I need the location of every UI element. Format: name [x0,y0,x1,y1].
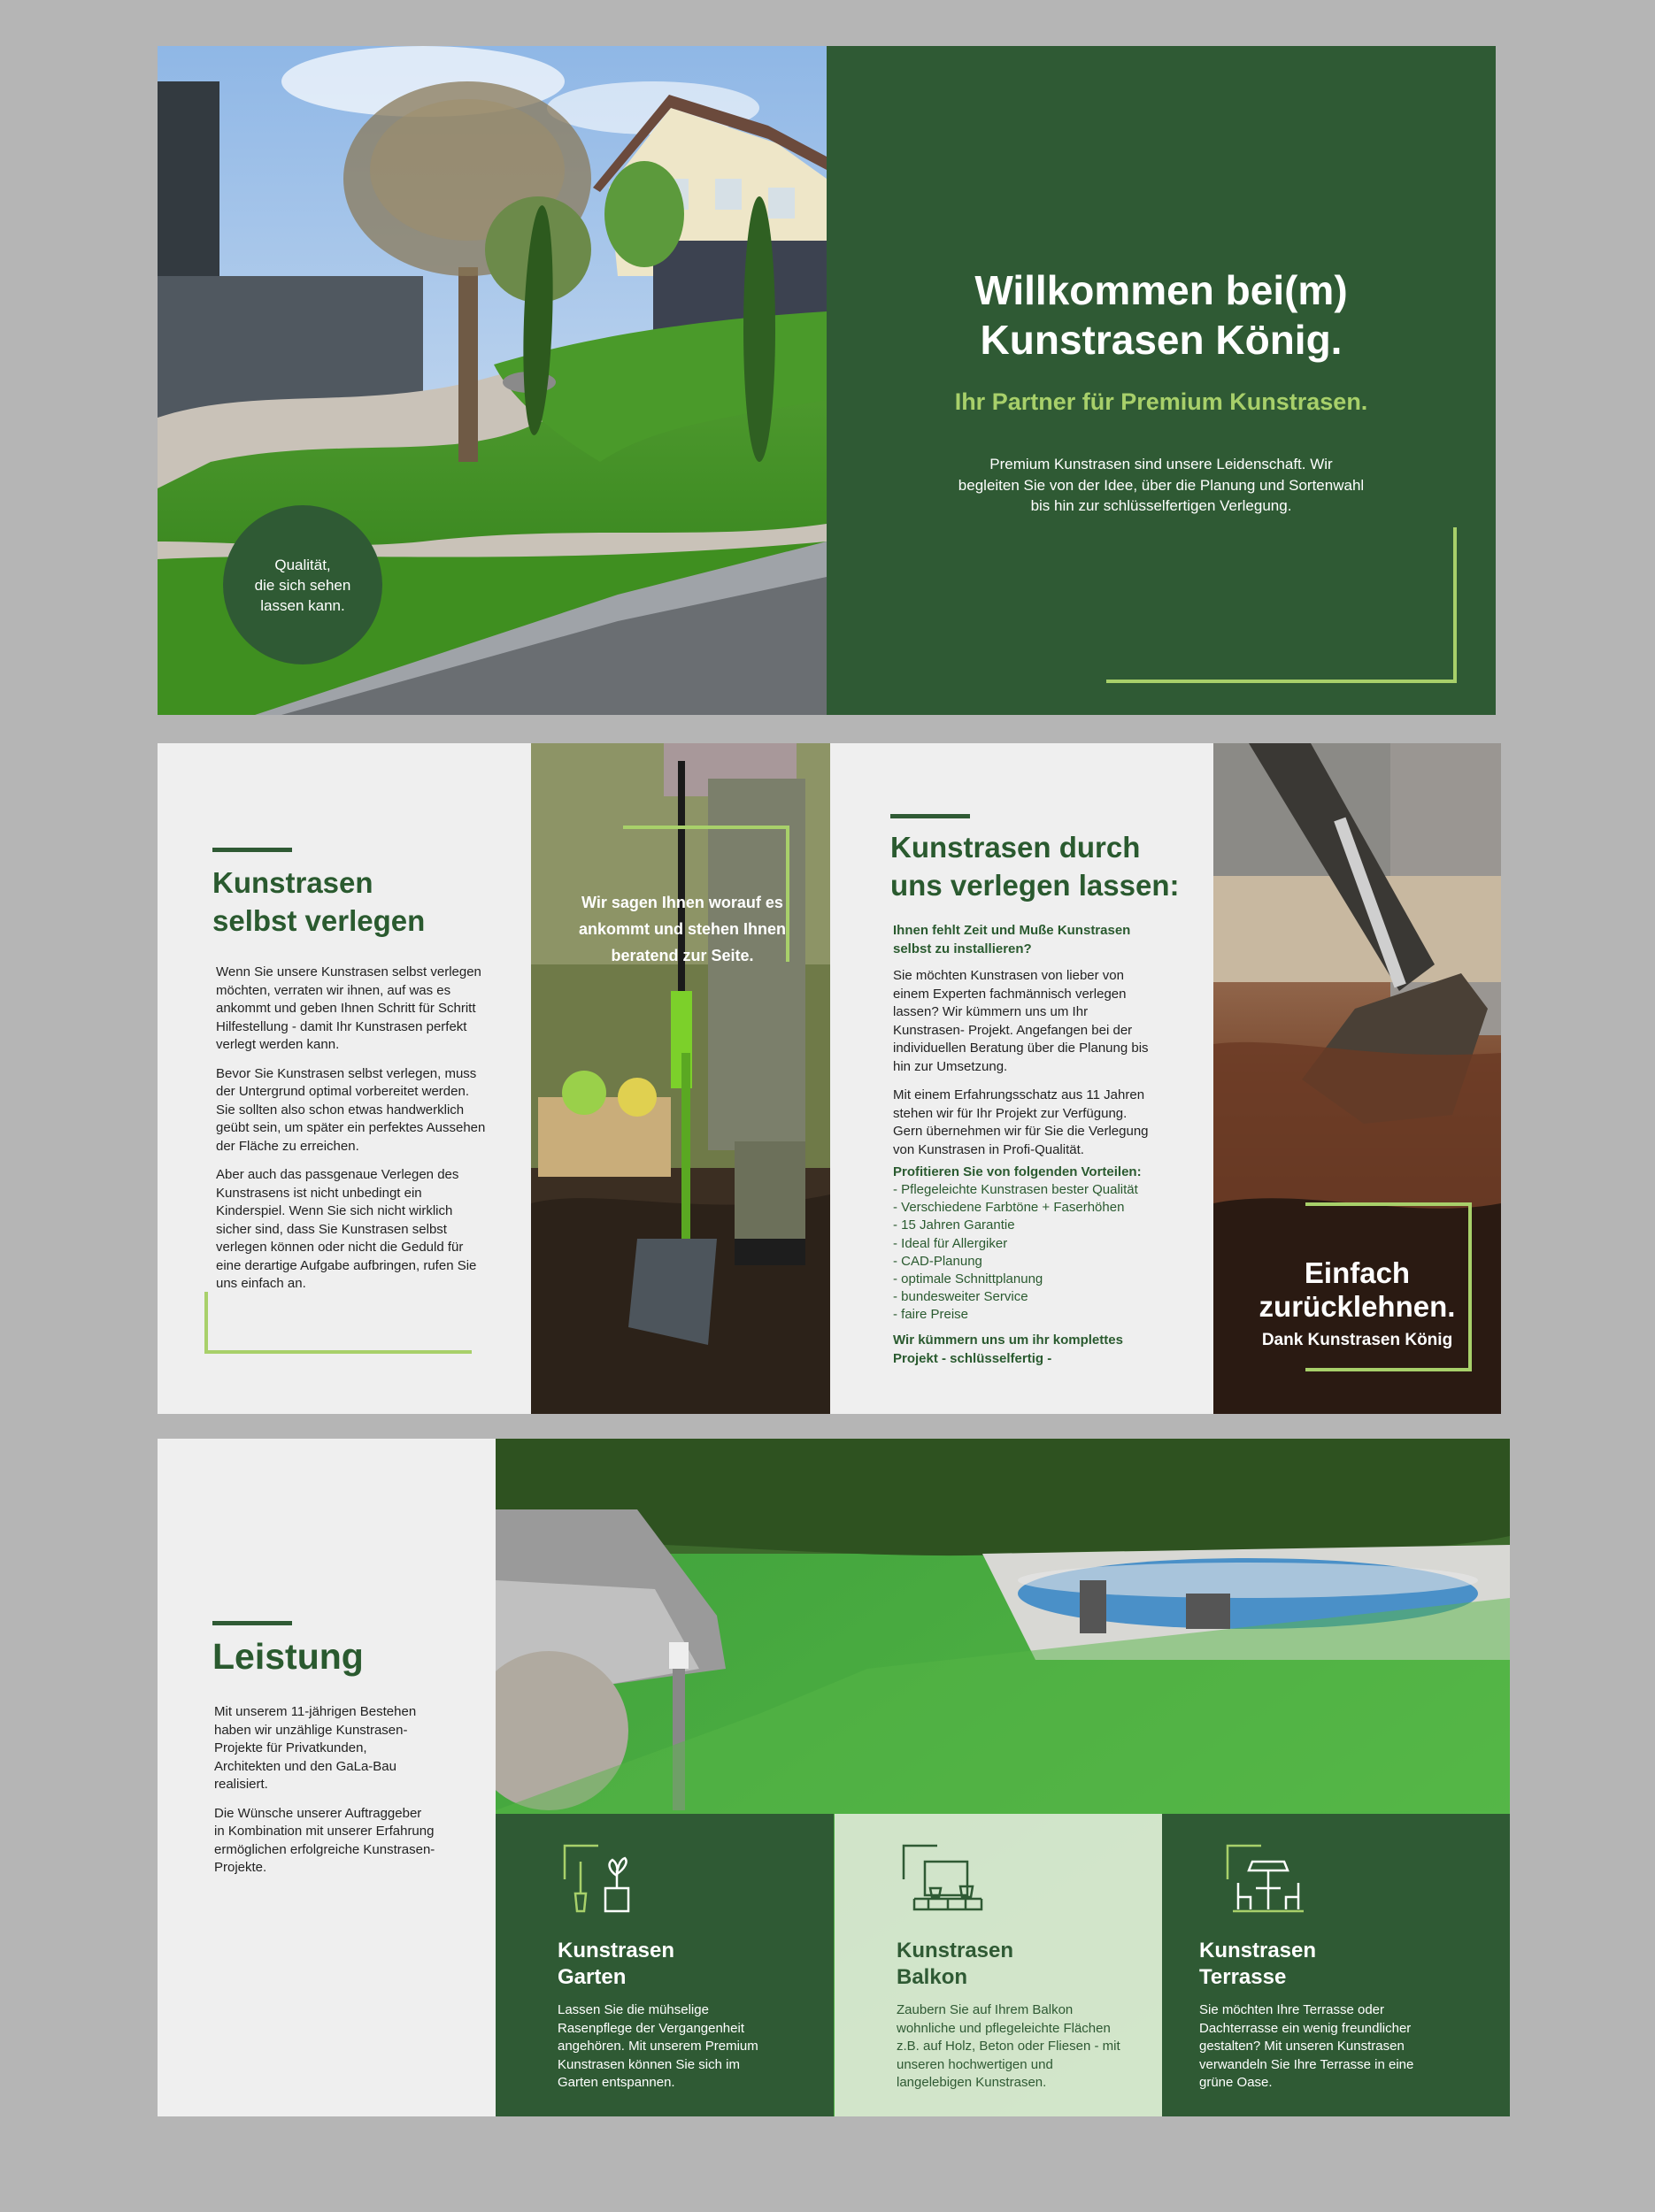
list-item: - faire Preise [893,1307,969,1323]
cover-intro: Premium Kunstrasen sind unsere Leidenschaft. Wir begleiten Sie von der Idee, über die Planung und Sortenwahl bis hin zur schlüsselfertigen Verlegung. [958,456,1365,514]
card-title: Kunstrasen Terrasse [1199,1939,1317,1989]
service-body: Sie möchten Kunstrasen von lieber von einem Experten fachmännisch verlegen lassen? Wir kümmern uns um Ihr Kunstrasen- Projekt. Angefangen bei der individuellen Beratung über die Planung bis hin zur Umsetzung. Mit einem Erfahrungsschatz aus 11 Jahren stehen wir für Ihr Projekt zur Verfügung. Gern übernehmen wir für Sie die Verlegung von Kunstrasen in Profi-Qualität. [893,968,1149,1157]
list-item: - Ideal für Allergiker [893,1235,1008,1251]
list-item: - Verschiedene Farbtöne + Faserhöhen [893,1200,1125,1216]
cover-subtitle: Ihr Partner für Premium Kunstrasen. [954,388,1368,415]
terrace-furniture-icon [1226,1844,1311,1916]
list-item: - optimale Schnittplanung [893,1271,1043,1287]
excavator-caption: Einfach zurücklehnen. Dank Kunstrasen König [1259,1256,1456,1349]
heading-accent-line [212,848,292,852]
corner-bracket [1106,527,1457,683]
card-text: Lassen Sie die mühselige Rasenpflege der Vergangenheit angehören. Mit unserem Premium Kunstrasen können Sie sich im Garten entspannen. [558,2002,758,2090]
list-item: - CAD-Planung [893,1253,982,1269]
benefits-title: Profitieren Sie von folgenden Vorteilen: [893,1164,1142,1179]
diy-body: Wenn Sie unsere Kunstrasen selbst verlegen möchten, verraten wir ihnen, auf was es ankommt und geben Ihnen Schritt für Schritt Hilfestellung - damit Ihr Kunstrasen perfekt verlegt werden kann. Bevor Sie Kunstrasen selbst verlegen, muss der Untergrund optimal vorbereitet werden. Sie sollten also schon etwas handwerklich geübt sein, um später ein perfektes Aussehen der Fläche zu erreichen. Aber auch das passgenaue Verlegen des Kunstrasens ist nicht unbedingt ein Kinderspiel. Wenn Sie sich nicht wirklich sicher sind, dass Sie Kunstrasen selbst verlegen können oder nicht die Geduld für eine derartige Aufgabe aufbringen, rufen Sie uns einfach an. [216,964,486,1291]
service-heading: Kunstrasen durch uns verlegen lassen: [890,831,1180,902]
leistung-body: Mit unserem 11-jährigen Bestehen haben wir unzählige Kunstrasen-Projekte für Privatkunden, Architekten und den GaLa-Bau realisiert. Die Wünsche unserer Auftraggeber in Kombination mit unserer Erfahrung ermöglichen erfolgreiche Kunstrasen-Projekte. [214,1704,435,1875]
leistung-heading: Leistung [212,1636,364,1677]
service-card-balcony [835,1814,1162,2116]
service-card-garden [496,1814,834,2116]
shovel-caption: Wir sagen Ihnen worauf es ankommt und stehen Ihnen beratend zur Seite. [578,894,787,964]
cover-title: Willkommen bei(m) Kunstrasen König. [974,267,1348,363]
heading-accent-line [212,1621,292,1625]
card-title: Kunstrasen Balkon [897,1939,1014,1989]
service-card-terrace [1162,1814,1510,2116]
services-page [158,1439,1510,2116]
service-lead: Ihnen fehlt Zeit und Muße Kunstrasen selbst zu installieren? [893,923,1131,956]
heading-accent-line [890,814,970,818]
benefits-list [893,1181,1158,1325]
quality-badge [223,505,382,664]
card-title: Kunstrasen Garten [558,1939,675,1989]
garden-tools-icon [563,1844,635,1916]
corner-bracket [204,1292,472,1354]
list-item: - Pflegeleichte Kunstrasen bester Qualität [893,1182,1138,1197]
balcony-icon [902,1844,987,1916]
diy-heading: Kunstrasen selbst verlegen [212,866,426,937]
list-item: - bundesweiter Service [893,1289,1028,1305]
card-text: Zaubern Sie auf Ihrem Balkon wohnliche und pflegeleichte Flächen z.B. auf Holz, Beton oder Fliesen - mit unseren hochwertigen und langelebigen Kunstrasen. [897,2002,1120,2090]
list-item: - 15 Jahren Garantie [893,1217,1015,1233]
card-text: Sie möchten Ihre Terrasse oder Dachterrasse ein wenig freundlicher gestalten? Mit unseren Kunstrasen verwandeln Sie Ihre Terrasse in eine grüne Oase. [1199,2002,1414,2090]
service-closing: Wir kümmern uns um ihr komplettes Projekt - schlüsselfertig - [893,1333,1123,1366]
cover-text-panel [827,46,1496,715]
cover-page [158,46,1496,715]
quality-badge-text: Qualität, die sich sehen lassen kann. [254,556,351,614]
inside-page [158,743,1501,1414]
